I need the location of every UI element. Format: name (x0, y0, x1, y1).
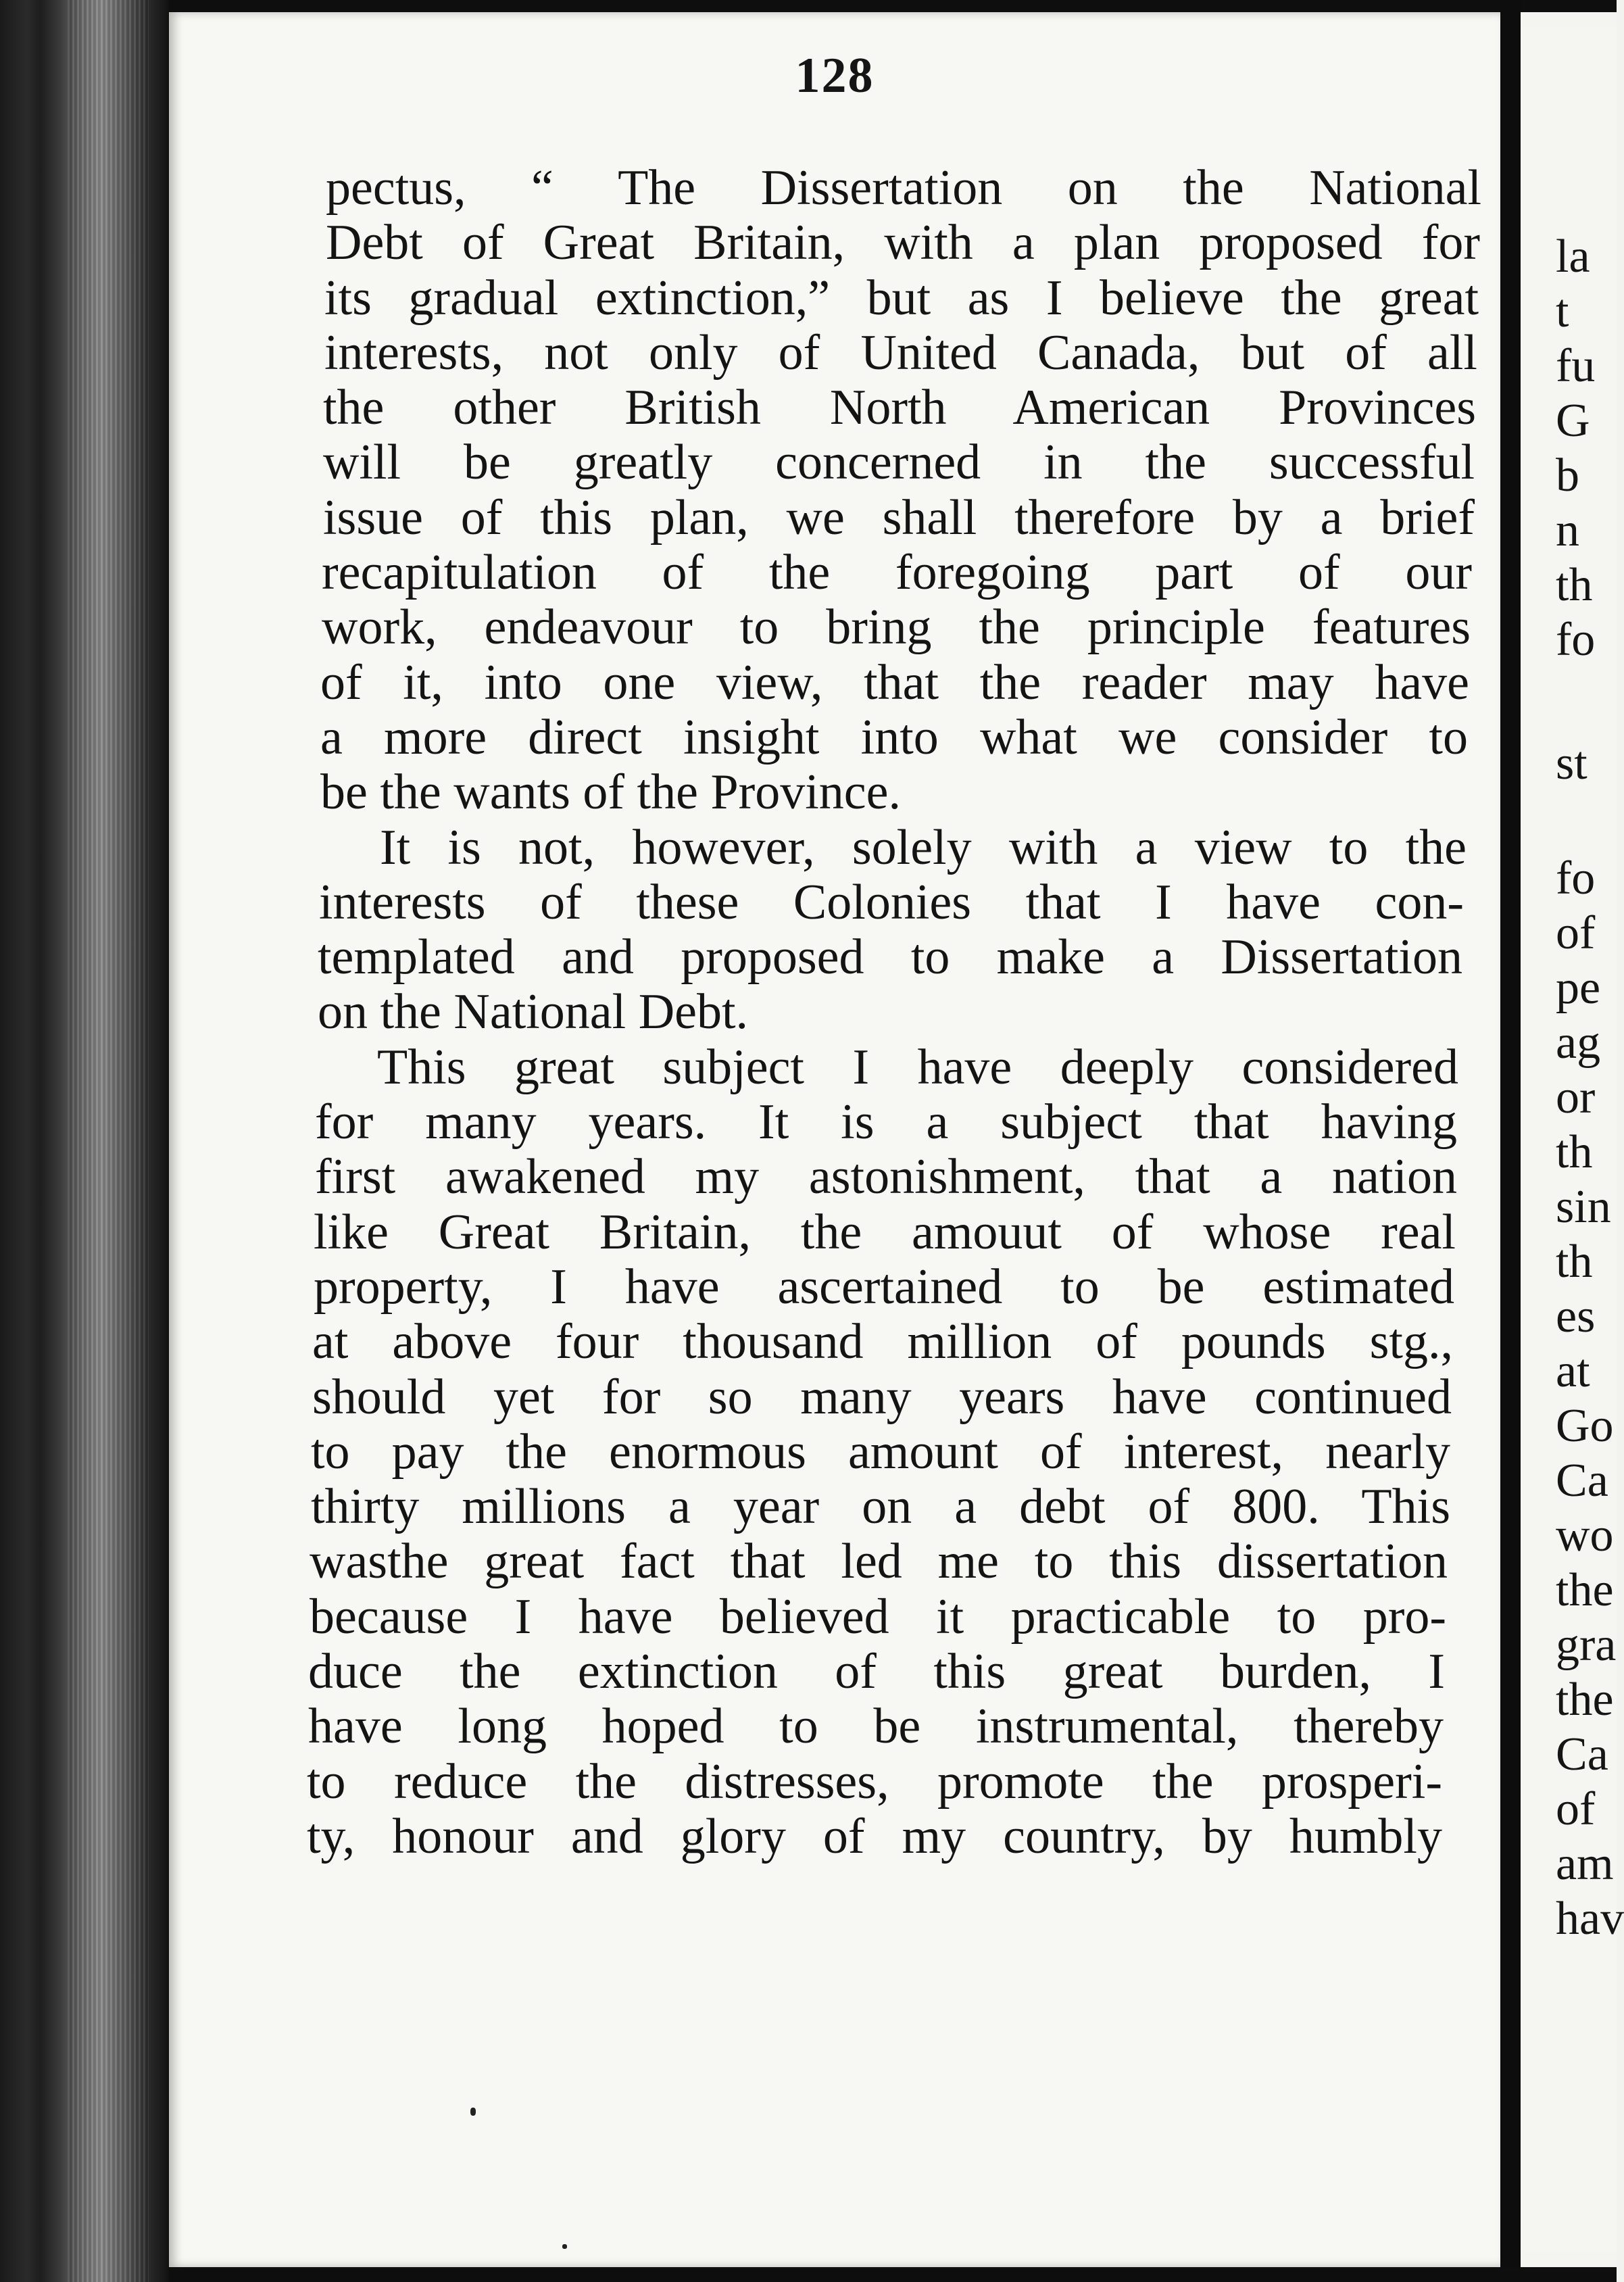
scan-bottom-edge (169, 2267, 1617, 2282)
text-line: will be greatly concerned in the successful (323, 435, 1475, 491)
text-line: a more direct insight into what we consider to (320, 709, 1468, 765)
fragment-text: the (1556, 1564, 1614, 1616)
fragment-text: the (1556, 1674, 1614, 1726)
text-line: of it, into one view, that the reader may have (320, 654, 1469, 710)
text-line: templated and proposed to make a Dissertation (318, 929, 1462, 986)
fragment-text: am (1556, 1838, 1614, 1890)
fragment-text: la (1556, 230, 1590, 283)
binding-texture (68, 0, 149, 2282)
fragment-text: G (1556, 395, 1590, 447)
fragment-text: es (1556, 1290, 1596, 1342)
text-line: thirty millions a year on a debt of 800. This (311, 1479, 1450, 1535)
fragment-text: wo (1556, 1509, 1614, 1561)
text-line: on the National Debt. (318, 984, 749, 1040)
text-line: Debt of Great Britain, with a plan proposed for (326, 215, 1480, 271)
text-line: recapitulation of the foregoing part of our (322, 545, 1472, 601)
text-line: pectus, “ The Dissertation on the National (326, 160, 1481, 216)
text-line: for many years. It is a subject that having (315, 1094, 1457, 1150)
text-line: the other British North American Provinces (323, 380, 1476, 436)
fragment-text: pe (1556, 962, 1601, 1014)
scan-top-edge (169, 0, 1617, 12)
text-line: property, I have ascertained to be estimated (314, 1259, 1454, 1315)
text-line: because I have believed it practicable to pro- (310, 1588, 1446, 1645)
ink-speck (470, 2108, 476, 2116)
fragment-text: gra (1556, 1619, 1617, 1671)
text-line: wasthe great fact that led me to this dissertation (310, 1534, 1448, 1590)
fragment-text: hav (1556, 1893, 1624, 1945)
fragment-text: Ca (1556, 1455, 1608, 1507)
fragment-text: fo (1556, 852, 1596, 904)
fragment-text: th (1556, 1126, 1593, 1178)
ink-speck (562, 2244, 567, 2249)
right-gutter (1500, 0, 1521, 2282)
text-line: have long hoped to be instrumental, thereby (308, 1699, 1444, 1755)
fragment-text: Go (1556, 1400, 1614, 1452)
text-line: its gradual extinction,” but as I believe the great (324, 270, 1479, 326)
fragment-text: ag (1556, 1017, 1601, 1069)
text-line: should yet for so many years have continued (312, 1369, 1452, 1425)
next-page-fragment (1521, 27, 1624, 2251)
text-line: be the wants of the Province. (320, 764, 901, 821)
text-line: to reduce the distresses, promote the prosperi- (307, 1753, 1442, 1810)
fragment-text: b (1556, 450, 1579, 502)
text-line: interests of these Colonies that I have con- (319, 874, 1464, 930)
text-line: ty, honour and glory of my country, by humbly (307, 1808, 1442, 1864)
fragment-text: Ca (1556, 1728, 1608, 1780)
text-line: issue of this plan, we shall therefore by a brief (323, 489, 1475, 545)
text-line: interests, not only of United Canada, but of all (324, 324, 1477, 381)
text-line: It is not, however, solely with a view to the (380, 819, 1467, 875)
left-page (169, 12, 1500, 2267)
fragment-text: at (1556, 1345, 1590, 1397)
fragment-text: n (1556, 504, 1579, 556)
fragment-text: fo (1556, 614, 1596, 666)
body-text (307, 160, 1575, 1864)
fragment-text: or (1556, 1071, 1596, 1123)
fragment-text: fu (1556, 340, 1596, 392)
text-line: at above four thousand million of pounds stg., (312, 1314, 1453, 1370)
fragment-text: st (1556, 737, 1588, 790)
text-line: first awakened my astonishment, that a nation (315, 1149, 1457, 1205)
fragment-text: sin (1556, 1181, 1611, 1233)
fragment-text: of (1556, 907, 1596, 959)
fragment-text: of (1556, 1783, 1596, 1835)
text-line: duce the extinction of this great burden, I (308, 1644, 1445, 1700)
fragment-text: th (1556, 1236, 1593, 1288)
fragment-text: t (1556, 285, 1569, 337)
text-line: work, endeavour to bring the principle features (322, 600, 1471, 656)
text-line: This great subject I have deeply considered (377, 1039, 1458, 1095)
text-line: to pay the enormous amount of interest, nearly (311, 1424, 1450, 1480)
fragment-text: th (1556, 559, 1593, 611)
page-number: 128 (795, 48, 875, 103)
text-line: like Great Britain, the amouut of whose real (314, 1204, 1456, 1260)
